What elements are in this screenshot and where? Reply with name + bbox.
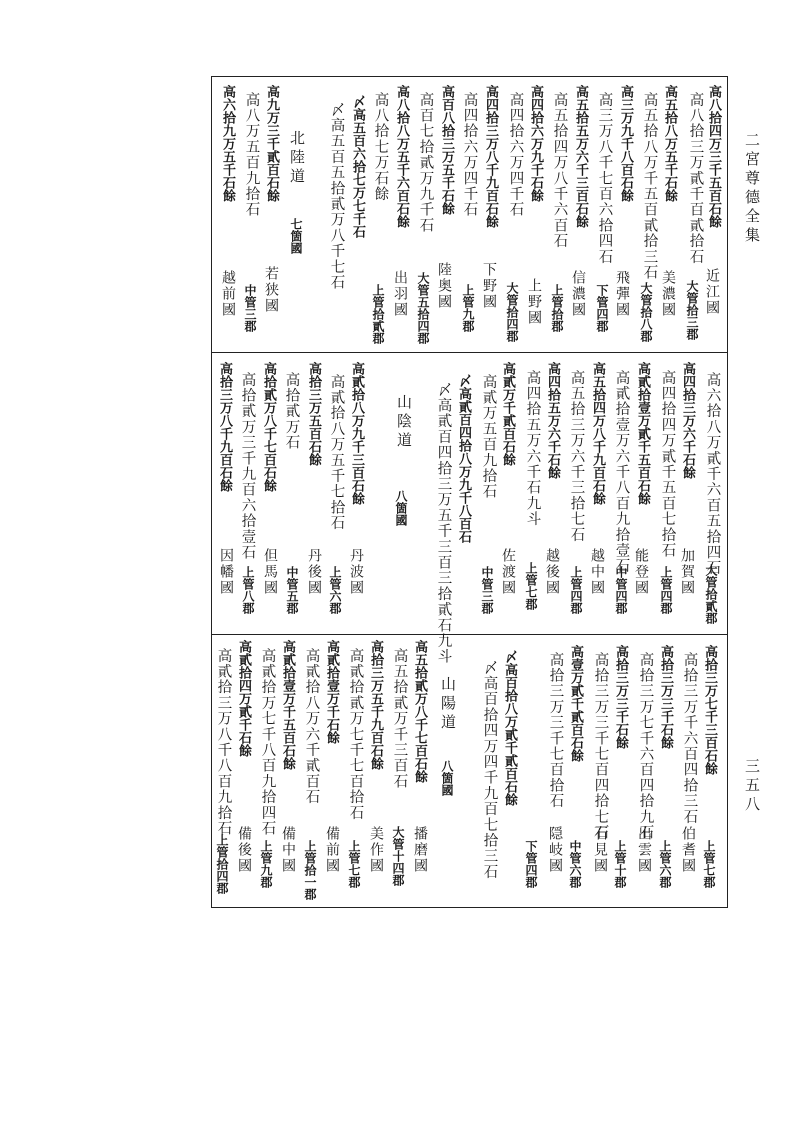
entry-shared: 高百七拾貳万九千石 (417, 92, 434, 234)
entry-shared: 高拾三万七千六百四拾九石 (637, 652, 654, 841)
entry-total: 高四拾三万六千石餘 (680, 362, 695, 479)
district-count: 上管拾貳郡 (371, 284, 385, 344)
entry-shared: 高拾貳万石 (283, 372, 300, 451)
entry-total: 高六拾九万五千石餘 (220, 85, 235, 202)
sum-total: 〆高五百六拾七万七千石 (350, 95, 365, 238)
province-name: 出羽國 (392, 270, 408, 318)
entry-shared: 高貳拾貳万七千七百拾石 (347, 648, 364, 821)
entry-total: 高貳拾壹万貳千五百石餘 (635, 362, 650, 505)
province-name: 近江國 (704, 268, 720, 316)
entry-total: 高拾三万八千九百石餘 (217, 362, 232, 492)
sum-total: 〆高百拾八万貳千貳百石餘 (502, 650, 517, 806)
entry-shared: 高四拾五万六千石九斗 (524, 370, 541, 527)
district-count: 下管四郡 (524, 840, 538, 888)
province-name: 石見國 (592, 826, 608, 874)
book-title: 二宮尊德全集 (743, 132, 761, 246)
district-count: 上管四郡 (569, 566, 583, 614)
district-count: 上管拾四郡 (215, 834, 229, 894)
sum-value: 〆高五百五拾貳万八千七石 (328, 102, 345, 291)
province-name: 丹後國 (306, 548, 322, 596)
entry-shared: 高五拾四万八千六百石 (551, 92, 568, 249)
province-name: 因幡國 (218, 548, 234, 596)
province-name: 但馬國 (262, 548, 278, 596)
entry-total: 高四拾五万六千石餘 (545, 362, 560, 479)
region-count: 七箇國 (289, 218, 303, 254)
district-count: 大管拾貳郡 (704, 564, 718, 624)
district-count: 上管拾一郡 (303, 840, 317, 900)
tier-divider (211, 352, 728, 353)
entry-shared: 高八万五百九拾石 (243, 92, 260, 218)
province-name: 若狭國 (263, 266, 279, 314)
district-count: 上管九郡 (259, 840, 273, 888)
entry-shared: 高貳拾八万五千七拾石 (328, 374, 345, 531)
entry-total: 高四拾六万九千石餘 (528, 85, 543, 202)
sum-value: 〆高貳百四拾三万五千三百三拾貳石九斗 (435, 382, 452, 665)
region-count: 八箇國 (440, 760, 454, 796)
entry-total: 高壹万貳千貳百石餘 (568, 645, 583, 762)
province-name: 播磨國 (412, 826, 428, 874)
district-count: 下管四郡 (595, 284, 609, 332)
entry-shared: 高五拾貳万千三百石 (391, 648, 408, 790)
province-name: 越中國 (589, 548, 605, 596)
entry-total: 高貳拾壹万千石餘 (324, 640, 339, 744)
district-count: 中管三郡 (480, 566, 494, 614)
province-name: 備前國 (324, 826, 340, 874)
entry-total: 高貳拾八万九千三百石餘 (349, 362, 364, 505)
province-name: 飛彈國 (614, 270, 630, 318)
entry-total: 高八拾八万五千六百石餘 (394, 85, 409, 228)
province-name: 加賀國 (679, 548, 695, 596)
province-name: 備後國 (236, 826, 252, 874)
district-count: 中管四郡 (614, 566, 628, 614)
district-count: 中管五郡 (285, 566, 299, 614)
entry-shared: 高貳万五百九拾石 (480, 374, 497, 500)
page-number: 三五八 (743, 758, 761, 815)
province-name: 信濃國 (570, 270, 586, 318)
entry-shared: 高六拾八万貳千六百五拾四石 (704, 372, 721, 577)
province-name: 越後國 (544, 548, 560, 596)
entry-total: 高拾三万三千石餘 (613, 645, 628, 749)
entry-total: 高貳拾壹万千五百石餘 (280, 640, 295, 770)
entry-total: 高五拾貳万八千七百石餘 (412, 640, 427, 783)
entry-shared: 高貳拾八万六千貳百石 (303, 648, 320, 805)
entry-total: 高九万三千貳百石餘 (264, 85, 279, 202)
entry-shared: 高四拾四万貳千五百七拾石 (659, 370, 676, 559)
province-name: 丹波國 (348, 548, 364, 596)
province-name: 越前國 (220, 270, 236, 318)
entry-shared: 高拾貳万三千九百六拾壹石 (239, 372, 256, 561)
province-name: 美作國 (368, 826, 384, 874)
province-name: 備中國 (280, 826, 296, 874)
entry-total: 高八拾四万三千五百石餘 (706, 85, 721, 228)
district-count: 上管七郡 (702, 840, 716, 888)
district-count: 上管六郡 (328, 566, 342, 614)
sum-value: 〆高百拾四万四千九百七拾三石 (481, 660, 498, 880)
entry-shared: 高八拾三万貳千百貳拾石 (687, 92, 704, 265)
district-count: 上管七郡 (524, 562, 538, 610)
district-count: 中管三郡 (243, 284, 257, 332)
region-count: 八箇國 (394, 490, 408, 526)
province-name: 伯耆國 (680, 826, 696, 874)
entry-total: 高貳万千貳百石餘 (500, 362, 515, 466)
entry-total: 高三万九千八百石餘 (618, 85, 633, 202)
entry-total: 高拾貳万八千七百石餘 (261, 362, 276, 492)
province-name: 出雲國 (636, 826, 652, 874)
district-count: 大管十四郡 (391, 826, 405, 886)
district-count: 上管拾郡 (550, 284, 564, 332)
district-count: 上管八郡 (241, 566, 255, 614)
entry-shared: 高三万八千七百六拾四石 (596, 92, 613, 265)
district-count: 上管四郡 (659, 566, 673, 614)
entry-total: 高拾三万七千三百石餘 (702, 645, 717, 775)
province-name: 能登國 (633, 548, 649, 596)
district-count: 大管拾四郡 (505, 282, 519, 342)
entry-shared: 高拾三万千六百四拾三石 (681, 652, 698, 825)
region-name: 山陽道 (439, 676, 457, 733)
entry-total: 高拾三万五百石餘 (306, 362, 321, 466)
entry-total: 高拾三万五千九百石餘 (368, 640, 383, 770)
entry-total: 高四拾三万八千九百石餘 (483, 85, 498, 228)
tier-divider (211, 634, 728, 635)
province-name: 美濃國 (660, 270, 676, 318)
entry-total: 高五拾八万五千石餘 (662, 85, 677, 202)
sum-total: 〆高貳百四拾八万九千八百石 (456, 374, 471, 543)
entry-shared: 高五拾八万千五百貳拾三石 (641, 92, 658, 281)
region-name: 北陸道 (288, 130, 306, 187)
district-count: 大管拾八郡 (639, 282, 653, 342)
province-name: 上野國 (526, 278, 542, 326)
entry-shared: 高五拾三万六千三拾七石 (568, 370, 585, 543)
district-count: 上管六郡 (658, 840, 672, 888)
province-name: 陸奥國 (436, 262, 452, 310)
entry-shared: 高拾三万三千七百四拾七石 (592, 652, 609, 841)
entry-total: 高百八拾三万五千石餘 (439, 85, 454, 215)
district-count: 大管拾三郡 (685, 280, 699, 340)
district-count: 大管五拾四郡 (416, 272, 430, 344)
entry-shared: 高貳拾三万八千八百九拾石 (215, 648, 232, 837)
region-name: 山陰道 (395, 394, 413, 451)
entry-shared: 高八拾七万石餘 (372, 92, 389, 202)
district-count: 上管七郡 (347, 840, 361, 888)
entry-shared: 高四拾六万四千石 (461, 92, 478, 218)
entry-total: 高貳拾四万貳千石餘 (236, 640, 251, 757)
district-count: 上管九郡 (461, 284, 475, 332)
entry-total: 高拾三万三千石餘 (658, 645, 673, 749)
province-name: 下野國 (481, 262, 497, 310)
district-count: 中管六郡 (568, 840, 582, 888)
entry-total: 高五拾五万六千三百石餘 (573, 85, 588, 228)
province-name: 佐渡國 (500, 548, 516, 596)
district-count: 上管十郡 (613, 840, 627, 888)
entry-shared: 高貳拾壹万六千八百九拾壹石 (613, 370, 630, 575)
entry-shared: 高四拾六万四千石 (507, 92, 524, 218)
entry-shared: 高貳拾万七千八百九拾四石 (259, 648, 276, 837)
province-name: 隠岐國 (547, 826, 563, 874)
entry-shared: 高拾三万三千七百拾石 (547, 652, 564, 809)
entry-total: 高五拾四万八千九百石餘 (590, 362, 605, 505)
